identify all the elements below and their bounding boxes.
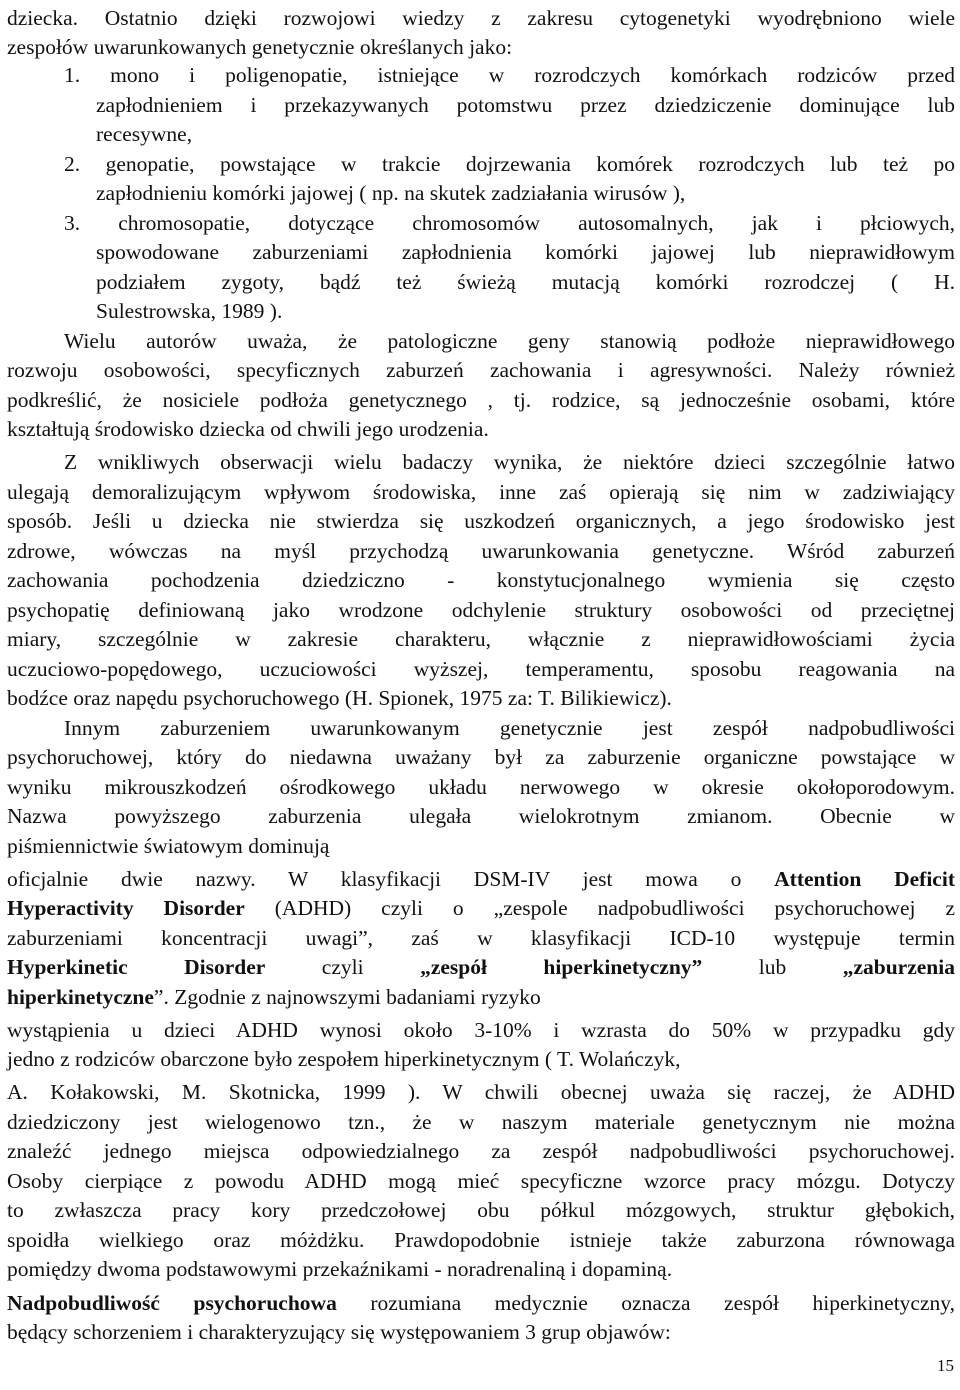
paragraph-line: Z wnikliwych obserwacji wielu badaczy wynika, że niektóre dzieci szczególnie łatwo (64, 450, 955, 474)
paragraph-line: zaburzeniami koncentracji uwagi”, zaś w klasyfikacji ICD-10 występuje termin (7, 926, 955, 950)
paragraph-line: sposób. Jeśli u dziecka nie stwierdza się uszkodzeń organicznych, a jego środowisko jest (7, 509, 955, 533)
term-bold: Hyperactivity Disorder (7, 896, 245, 920)
paragraph-line: będący schorzeniem i charakteryzujący się występowaniem 3 grup objawów: (7, 1320, 671, 1344)
list-item-3-cont: Sulestrowska, 1989 ). (96, 299, 283, 323)
paragraph-line: zachowania pochodzenia dziedziczno - konstytucjonalnego wymienia się często (7, 568, 955, 592)
text-span: rozumiana medycznie oznacza zespół hiperkinetyczny, (336, 1291, 955, 1315)
paragraph-line: jedno z rodziców obarczone było zespołem hiperkinetycznym ( T. Wolańczyk, (7, 1047, 681, 1071)
paragraph-line (7, 894, 955, 924)
paragraph-line: psychopatię definiowaną jako wrodzone odchylenie struktury osobowości od przeciętnej (7, 598, 955, 622)
paragraph-line: pomiędzy dwoma podstawowymi przekaźnikami - noradrenaliną i dopaminą. (7, 1257, 673, 1281)
paragraph-line (7, 953, 955, 983)
list-item-1-cont: zapłodnieniem i przekazywanych potomstwu przez dziedziczenie dominujące lub (96, 93, 955, 117)
term-bold: „zaburzenia (842, 955, 955, 979)
paragraph-line (7, 865, 955, 895)
list-item-3: 3. chromosopatie, dotyczące chromosomów autosomalnych, jak i płciowych, (64, 211, 955, 235)
paragraph-line: podkreślić, że nosiciele podłoża genetycznego , tj. rodzice, są jednocześnie osobami, które (7, 388, 955, 412)
text-span: oficjalnie dwie nazwy. W klasyfikacji DSM-IV jest mowa o (7, 867, 775, 891)
paragraph-line: A. Kołakowski, M. Skotnicka, 1999 ). W chwili obecnej uważa się raczej, że ADHD (7, 1080, 955, 1104)
term-bold: „zespół hiperkinetyczny” (420, 955, 703, 979)
text-span: ”. Zgodnie z najnowszymi badaniami ryzyko (153, 985, 541, 1009)
paragraph-line: zdrowe, wówczas na myśl przychodzą uwarunkowania genetyczne. Wśród zaburzeń (7, 539, 955, 563)
text-span: czyli (265, 955, 421, 979)
paragraph-line: Wielu autorów uważa, że patologiczne geny stanowią podłoże nieprawidłowego (64, 329, 955, 353)
paragraph-line: miary, szczególnie w zakresie charakteru, włącznie z nieprawidłowościami życia (7, 627, 955, 651)
paragraph-line: spoidła wielkiego oraz móżdżku. Prawdopodobnie istnieje także zaburzona równowaga (7, 1228, 955, 1252)
paragraph-line: znaleźć jednego miejsca odpowiedzialnego za zespół nadpobudliwości psychoruchowej. (7, 1139, 955, 1163)
term-bold: Nadpobudliwość psychoruchowa (7, 1291, 337, 1315)
list-item-1: 1. mono i poligenopatie, istniejące w rozrodczych komórkach rodziców przed (64, 63, 955, 87)
text-line: dziecka. Ostatnio dzięki rozwojowi wiedzy z zakresu cytogenetyki wyodrębniono wiele (7, 6, 955, 30)
paragraph-line: psychoruchowej, który do niedawna uważany był za zaburzenie organiczne powstające w (7, 745, 955, 769)
paragraph-line: Nazwa powyższego zaburzenia ulegała wielokrotnym zmianom. Obecnie w (7, 804, 955, 828)
paragraph-line: dziedziczony jest wielogenowo tzn., że w naszym materiale genetycznym nie można (7, 1110, 955, 1134)
paragraph-line: wystąpienia u dzieci ADHD wynosi około 3-10% i wzrasta do 50% w przypadku gdy (7, 1018, 955, 1042)
text-span: lub (702, 955, 843, 979)
paragraph-line: to zwłaszcza pracy kory przedczołowej obu półkul mózgowych, struktur głębokich, (7, 1198, 955, 1222)
paragraph-line: wyniku mikrouszkodzeń ośrodkowego układu nerwowego w okresie okołoporodowym. (7, 775, 955, 799)
term-bold: Hyperkinetic Disorder (7, 955, 266, 979)
term-bold: hiperkinetyczne (7, 985, 154, 1009)
paragraph-line: Innym zaburzeniem uwarunkowanym genetycznie jest zespół nadpobudliwości (64, 716, 955, 740)
list-item-1-cont: recesywne, (96, 122, 193, 146)
paragraph-line: ulegają demoralizującym wpływom środowiska, inne zaś opierają się nim w zadziwiający (7, 480, 955, 504)
paragraph-line: rozwoju osobowości, specyficznych zaburzeń zachowania i agresywności. Należy również (7, 358, 955, 382)
page-number: 15 (937, 1356, 954, 1375)
paragraph-line (7, 1289, 955, 1319)
paragraph-line (7, 983, 955, 1013)
paragraph-line: Osoby cierpiące z powodu ADHD mogą mieć specyficzne wzorce pracy mózgu. Dotyczy (7, 1169, 955, 1193)
list-item-3-cont: spowodowane zaburzeniami zapłodnienia komórki jajowej lub nieprawidłowym (96, 240, 955, 264)
paragraph-line: piśmiennictwie światowym dominują (7, 834, 330, 858)
list-item-2: 2. genopatie, powstające w trakcie dojrzewania komórek rozrodczych lub też po (64, 152, 955, 176)
text-line: zespołów uwarunkowanych genetycznie określanych jako: (7, 35, 513, 59)
paragraph-line: uczuciowo-popędowego, uczuciowości wyższej, temperamentu, sposobu reagowania na (7, 657, 955, 681)
list-item-3-cont: podziałem zygoty, bądź też świeżą mutacją komórki rozrodczej ( H. (96, 270, 955, 294)
term-bold: Attention Deficit (774, 867, 955, 891)
paragraph-line: bodźce oraz napędu psychoruchowego (H. Spionek, 1975 za: T. Bilikiewicz). (7, 686, 672, 710)
list-item-2-cont: zapłodnieniu komórki jajowej ( np. na skutek zadziałania wirusów ), (96, 181, 686, 205)
paragraph-line: kształtują środowisko dziecka od chwili jego urodzenia. (7, 417, 489, 441)
text-span: (ADHD) czyli o „zespole nadpobudliwości psychoruchowej z (244, 896, 955, 920)
